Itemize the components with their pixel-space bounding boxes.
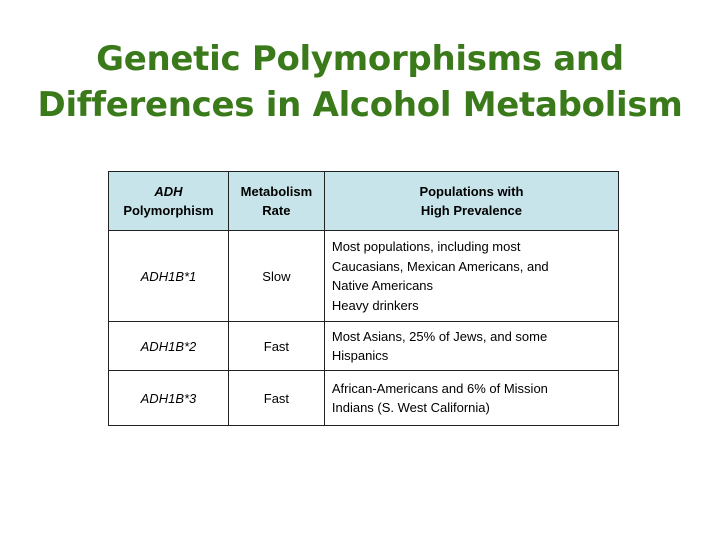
header-populations-line-2: High Prevalence <box>420 203 523 218</box>
populations-line: Most Asians, 25% of Jews, and some <box>331 328 548 344</box>
header-metabolism-rate-line-1: Metabolism <box>240 184 313 199</box>
populations-line: African-Americans and 6% of Mission <box>331 380 548 396</box>
table-row <box>109 322 619 371</box>
header-metabolism-rate-line-2: Rate <box>262 203 291 218</box>
slide-title-line-1: Genetic Polymorphisms and <box>96 39 624 79</box>
populations-line: Most populations, including most <box>331 239 521 254</box>
table-header-row <box>109 172 619 231</box>
cell-rate: Fast <box>228 371 324 426</box>
table-row <box>109 371 619 426</box>
table-row <box>109 231 619 322</box>
header-populations-line-1: Populations with <box>419 184 524 199</box>
cell-rate: Fast <box>228 322 324 371</box>
header-adh-polymorphism <box>109 172 229 231</box>
polymorphism-table <box>108 171 619 426</box>
slide-title <box>20 36 700 128</box>
cell-populations <box>324 322 618 371</box>
header-metabolism-rate <box>228 172 324 231</box>
populations-line: Hispanics <box>331 348 389 363</box>
header-adh-polymorphism-line-2: Polymorphism <box>123 203 214 218</box>
slide-title-line-2: Differences in Alcohol Metabolism <box>37 85 683 125</box>
populations-line: Heavy drinkers <box>331 297 419 313</box>
populations-line: Native Americans <box>331 278 434 293</box>
cell-polymorphism: ADH1B*1 <box>109 231 229 322</box>
cell-rate: Slow <box>228 231 324 322</box>
cell-populations <box>324 231 618 322</box>
header-adh-polymorphism-line-1: ADH <box>154 184 183 199</box>
populations-line: Caucasians, Mexican Americans, and <box>331 258 549 274</box>
populations-line: Indians (S. West California) <box>331 400 490 415</box>
cell-polymorphism: ADH1B*2 <box>109 322 229 371</box>
cell-populations <box>324 371 618 426</box>
header-populations <box>324 172 618 231</box>
cell-polymorphism: ADH1B*3 <box>109 371 229 426</box>
